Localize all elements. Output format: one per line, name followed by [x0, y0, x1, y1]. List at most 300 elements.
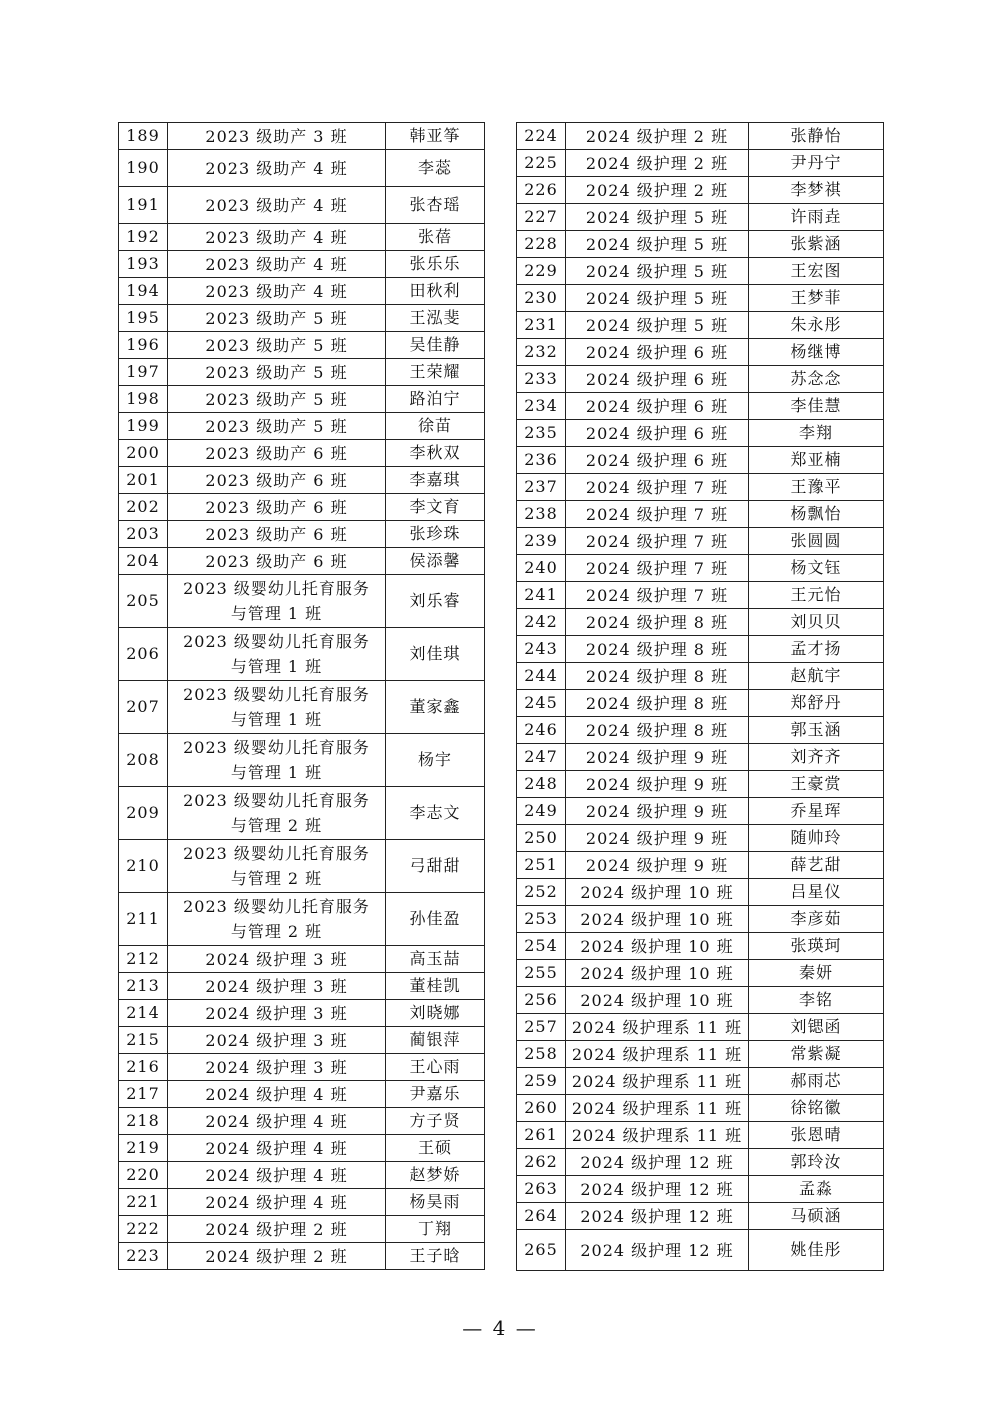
student-name-cell: 董家鑫 [386, 681, 485, 734]
student-name-cell: 张圆圆 [749, 528, 884, 555]
row-number-cell: 194 [119, 278, 168, 305]
table-row [517, 1095, 884, 1122]
student-name-cell: 王豪赏 [749, 771, 884, 798]
student-name-cell: 李彦茹 [749, 906, 884, 933]
student-name-cell: 张恩晴 [749, 1122, 884, 1149]
student-name-cell: 李梦祺 [749, 177, 884, 204]
class-name-cell: 2023 级助产 3 班 [168, 123, 386, 150]
row-number-cell: 221 [119, 1189, 168, 1216]
row-number-cell: 212 [119, 946, 168, 973]
row-number-cell: 193 [119, 251, 168, 278]
table-row [119, 1162, 485, 1189]
row-number-cell: 228 [517, 231, 566, 258]
table-row [517, 1014, 884, 1041]
class-name-cell: 2024 级护理 9 班 [566, 852, 749, 879]
class-name-cell: 2024 级护理 12 班 [566, 1149, 749, 1176]
student-name-cell: 李嘉琪 [386, 467, 485, 494]
class-name-cell: 2024 级护理 9 班 [566, 798, 749, 825]
student-name-cell: 赵梦娇 [386, 1162, 485, 1189]
row-number-cell: 244 [517, 663, 566, 690]
table-row [119, 787, 485, 840]
class-name-cell: 2024 级护理 6 班 [566, 420, 749, 447]
row-number-cell: 258 [517, 1041, 566, 1068]
student-name-cell: 李佳慧 [749, 393, 884, 420]
table-row [517, 663, 884, 690]
student-name-cell: 王硕 [386, 1135, 485, 1162]
row-number-cell: 208 [119, 734, 168, 787]
class-name-cell: 2024 级护理 6 班 [566, 366, 749, 393]
table-row [119, 467, 485, 494]
row-number-cell: 233 [517, 366, 566, 393]
class-name-cell: 2024 级护理 9 班 [566, 744, 749, 771]
table-row [119, 278, 485, 305]
class-name-cell: 2024 级护理 8 班 [566, 663, 749, 690]
table-row [119, 1243, 485, 1270]
student-name-cell: 杨文钰 [749, 555, 884, 582]
student-name-cell: 王子晗 [386, 1243, 485, 1270]
table-row [517, 717, 884, 744]
row-number-cell: 255 [517, 960, 566, 987]
row-number-cell: 195 [119, 305, 168, 332]
class-name-cell: 2023 级婴幼儿托育服务 与管理 1 班 [168, 575, 386, 628]
class-name-cell: 2024 级护理 3 班 [168, 946, 386, 973]
class-name-cell: 2023 级助产 5 班 [168, 413, 386, 440]
class-name-cell: 2024 级护理 7 班 [566, 501, 749, 528]
student-name-cell: 刘锶函 [749, 1014, 884, 1041]
table-row [517, 528, 884, 555]
table-row [517, 501, 884, 528]
student-name-cell: 丁翔 [386, 1216, 485, 1243]
class-name-cell: 2024 级护理系 11 班 [566, 1041, 749, 1068]
class-name-cell: 2024 级护理 4 班 [168, 1108, 386, 1135]
table-row [517, 582, 884, 609]
student-name-cell: 弓甜甜 [386, 840, 485, 893]
table-row [517, 150, 884, 177]
student-name-cell: 杨继博 [749, 339, 884, 366]
student-name-cell: 苏念念 [749, 366, 884, 393]
row-number-cell: 234 [517, 393, 566, 420]
student-name-cell: 杨宇 [386, 734, 485, 787]
row-number-cell: 191 [119, 187, 168, 224]
table-row [119, 840, 485, 893]
student-name-cell: 张杏瑶 [386, 187, 485, 224]
table-row [119, 150, 485, 187]
row-number-cell: 192 [119, 224, 168, 251]
row-number-cell: 204 [119, 548, 168, 575]
table-row [517, 1230, 884, 1271]
table-row [517, 609, 884, 636]
class-name-cell: 2024 级护理 8 班 [566, 717, 749, 744]
student-name-cell: 孙佳盈 [386, 893, 485, 946]
student-name-cell: 李翔 [749, 420, 884, 447]
table-row [119, 946, 485, 973]
row-number-cell: 199 [119, 413, 168, 440]
table-row [119, 413, 485, 440]
left-table-body [119, 123, 485, 1270]
row-number-cell: 261 [517, 1122, 566, 1149]
row-number-cell: 198 [119, 386, 168, 413]
class-name-cell: 2023 级助产 5 班 [168, 359, 386, 386]
row-number-cell: 242 [517, 609, 566, 636]
class-name-cell: 2024 级护理 10 班 [566, 933, 749, 960]
student-name-cell: 李文育 [386, 494, 485, 521]
class-name-cell: 2024 级护理 8 班 [566, 609, 749, 636]
table-row [517, 1203, 884, 1230]
row-number-cell: 247 [517, 744, 566, 771]
class-name-cell: 2024 级护理系 11 班 [566, 1095, 749, 1122]
row-number-cell: 190 [119, 150, 168, 187]
class-name-cell: 2024 级护理 9 班 [566, 825, 749, 852]
class-name-cell: 2023 级婴幼儿托育服务 与管理 2 班 [168, 787, 386, 840]
student-name-cell: 张珍珠 [386, 521, 485, 548]
row-number-cell: 254 [517, 933, 566, 960]
table-row [119, 973, 485, 1000]
class-name-cell: 2023 级助产 4 班 [168, 224, 386, 251]
table-row [119, 386, 485, 413]
table-row [119, 893, 485, 946]
student-name-cell: 尹丹宁 [749, 150, 884, 177]
table-row [517, 1122, 884, 1149]
class-name-cell: 2024 级护理 5 班 [566, 231, 749, 258]
class-name-cell: 2024 级护理 10 班 [566, 960, 749, 987]
student-name-cell: 李秋双 [386, 440, 485, 467]
student-name-cell: 刘佳琪 [386, 628, 485, 681]
table-row [119, 1189, 485, 1216]
row-number-cell: 211 [119, 893, 168, 946]
table-row [517, 393, 884, 420]
table-row [517, 933, 884, 960]
table-row [517, 1149, 884, 1176]
student-name-cell: 张蓓 [386, 224, 485, 251]
table-row [119, 440, 485, 467]
row-number-cell: 227 [517, 204, 566, 231]
class-name-cell: 2024 级护理系 11 班 [566, 1068, 749, 1095]
row-number-cell: 243 [517, 636, 566, 663]
student-name-cell: 王豫平 [749, 474, 884, 501]
table-row [119, 187, 485, 224]
class-name-cell: 2024 级护理 10 班 [566, 906, 749, 933]
table-row [517, 258, 884, 285]
student-name-cell: 李铭 [749, 987, 884, 1014]
table-row [517, 960, 884, 987]
class-name-cell: 2024 级护理 7 班 [566, 582, 749, 609]
row-number-cell: 262 [517, 1149, 566, 1176]
student-name-cell: 杨飘怡 [749, 501, 884, 528]
student-name-cell: 刘晓娜 [386, 1000, 485, 1027]
student-name-cell: 赵航宇 [749, 663, 884, 690]
table-row [119, 1108, 485, 1135]
class-name-cell: 2023 级婴幼儿托育服务 与管理 1 班 [168, 734, 386, 787]
row-number-cell: 259 [517, 1068, 566, 1095]
table-row [517, 1068, 884, 1095]
class-name-cell: 2023 级助产 6 班 [168, 521, 386, 548]
table-row [119, 734, 485, 787]
row-number-cell: 206 [119, 628, 168, 681]
student-name-cell: 许雨垚 [749, 204, 884, 231]
row-number-cell: 236 [517, 447, 566, 474]
table-row [517, 1176, 884, 1203]
student-name-cell: 侯添馨 [386, 548, 485, 575]
row-number-cell: 229 [517, 258, 566, 285]
class-name-cell: 2023 级助产 5 班 [168, 386, 386, 413]
student-name-cell: 薛艺甜 [749, 852, 884, 879]
table-row [517, 906, 884, 933]
student-name-cell: 董桂凯 [386, 973, 485, 1000]
row-number-cell: 231 [517, 312, 566, 339]
class-name-cell: 2023 级助产 4 班 [168, 150, 386, 187]
table-row [517, 474, 884, 501]
row-number-cell: 263 [517, 1176, 566, 1203]
table-row [119, 681, 485, 734]
table-row [517, 177, 884, 204]
student-name-cell: 方子贤 [386, 1108, 485, 1135]
row-number-cell: 200 [119, 440, 168, 467]
table-row [119, 1135, 485, 1162]
student-name-cell: 刘贝贝 [749, 609, 884, 636]
table-row [119, 1000, 485, 1027]
table-row [119, 251, 485, 278]
class-name-cell: 2024 级护理 10 班 [566, 879, 749, 906]
class-name-cell: 2024 级护理 3 班 [168, 1054, 386, 1081]
row-number-cell: 248 [517, 771, 566, 798]
table-row [517, 420, 884, 447]
table-row [517, 852, 884, 879]
page-number: — 4 — [462, 1316, 538, 1340]
student-name-cell: 高玉喆 [386, 946, 485, 973]
table-row [517, 744, 884, 771]
table-row [119, 1081, 485, 1108]
class-name-cell: 2024 级护理 2 班 [168, 1243, 386, 1270]
student-name-cell: 王泓斐 [386, 305, 485, 332]
table-row [119, 1054, 485, 1081]
student-name-cell: 蔺银萍 [386, 1027, 485, 1054]
student-name-cell: 田秋利 [386, 278, 485, 305]
class-name-cell: 2023 级助产 6 班 [168, 440, 386, 467]
row-number-cell: 245 [517, 690, 566, 717]
class-name-cell: 2024 级护理 8 班 [566, 636, 749, 663]
student-name-cell: 孟才扬 [749, 636, 884, 663]
row-number-cell: 213 [119, 973, 168, 1000]
student-name-cell: 马硕涵 [749, 1203, 884, 1230]
class-name-cell: 2024 级护理 12 班 [566, 1176, 749, 1203]
table-row [119, 1216, 485, 1243]
student-name-cell: 徐苗 [386, 413, 485, 440]
table-row [119, 359, 485, 386]
class-name-cell: 2024 级护理 4 班 [168, 1135, 386, 1162]
row-number-cell: 219 [119, 1135, 168, 1162]
class-name-cell: 2024 级护理 2 班 [168, 1216, 386, 1243]
row-number-cell: 202 [119, 494, 168, 521]
class-name-cell: 2024 级护理 2 班 [566, 150, 749, 177]
row-number-cell: 201 [119, 467, 168, 494]
row-number-cell: 235 [517, 420, 566, 447]
row-number-cell: 260 [517, 1095, 566, 1122]
row-number-cell: 240 [517, 555, 566, 582]
row-number-cell: 222 [119, 1216, 168, 1243]
class-name-cell: 2024 级护理 2 班 [566, 123, 749, 150]
table-row [119, 548, 485, 575]
row-number-cell: 197 [119, 359, 168, 386]
student-name-cell: 郑亚楠 [749, 447, 884, 474]
table-row [119, 1027, 485, 1054]
row-number-cell: 225 [517, 150, 566, 177]
class-name-cell: 2024 级护理 5 班 [566, 312, 749, 339]
row-number-cell: 246 [517, 717, 566, 744]
student-name-cell: 王梦菲 [749, 285, 884, 312]
row-number-cell: 250 [517, 825, 566, 852]
table-row [517, 312, 884, 339]
student-name-cell: 张瑛珂 [749, 933, 884, 960]
class-name-cell: 2024 级护理 7 班 [566, 555, 749, 582]
table-row [517, 1041, 884, 1068]
row-number-cell: 232 [517, 339, 566, 366]
student-name-cell: 路泊宁 [386, 386, 485, 413]
class-name-cell: 2024 级护理 6 班 [566, 339, 749, 366]
class-name-cell: 2023 级助产 4 班 [168, 187, 386, 224]
student-name-cell: 李志文 [386, 787, 485, 840]
table-row [517, 339, 884, 366]
row-number-cell: 223 [119, 1243, 168, 1270]
class-name-cell: 2023 级助产 4 班 [168, 278, 386, 305]
student-name-cell: 张紫涵 [749, 231, 884, 258]
row-number-cell: 252 [517, 879, 566, 906]
table-row [119, 224, 485, 251]
student-name-cell: 王心雨 [386, 1054, 485, 1081]
table-row [517, 636, 884, 663]
row-number-cell: 189 [119, 123, 168, 150]
class-name-cell: 2024 级护理系 11 班 [566, 1122, 749, 1149]
class-name-cell: 2023 级助产 5 班 [168, 305, 386, 332]
row-number-cell: 251 [517, 852, 566, 879]
row-number-cell: 218 [119, 1108, 168, 1135]
class-name-cell: 2024 级护理 7 班 [566, 528, 749, 555]
table-row [119, 332, 485, 359]
student-name-cell: 王宏图 [749, 258, 884, 285]
class-name-cell: 2023 级助产 6 班 [168, 548, 386, 575]
student-name-cell: 刘乐睿 [386, 575, 485, 628]
row-number-cell: 205 [119, 575, 168, 628]
student-name-cell: 姚佳彤 [749, 1230, 884, 1271]
row-number-cell: 241 [517, 582, 566, 609]
class-name-cell: 2024 级护理 4 班 [168, 1081, 386, 1108]
student-name-cell: 朱永彤 [749, 312, 884, 339]
student-name-cell: 秦妍 [749, 960, 884, 987]
class-name-cell: 2023 级助产 6 班 [168, 467, 386, 494]
class-name-cell: 2024 级护理 3 班 [168, 1027, 386, 1054]
table-row [119, 575, 485, 628]
student-name-cell: 吕星仪 [749, 879, 884, 906]
student-name-cell: 随帅玲 [749, 825, 884, 852]
class-name-cell: 2024 级护理 5 班 [566, 258, 749, 285]
right-table-body [517, 123, 884, 1271]
table-row [517, 879, 884, 906]
student-name-cell: 王荣耀 [386, 359, 485, 386]
student-name-cell: 李蕊 [386, 150, 485, 187]
student-name-cell: 张静怡 [749, 123, 884, 150]
class-name-cell: 2023 级婴幼儿托育服务 与管理 2 班 [168, 840, 386, 893]
row-number-cell: 239 [517, 528, 566, 555]
table-row [119, 305, 485, 332]
row-number-cell: 249 [517, 798, 566, 825]
student-list-table-right [516, 122, 884, 1271]
class-name-cell: 2024 级护理 7 班 [566, 474, 749, 501]
row-number-cell: 264 [517, 1203, 566, 1230]
class-name-cell: 2024 级护理 5 班 [566, 204, 749, 231]
table-row [517, 798, 884, 825]
class-name-cell: 2024 级护理 12 班 [566, 1230, 749, 1271]
class-name-cell: 2024 级护理 12 班 [566, 1203, 749, 1230]
student-name-cell: 乔星珲 [749, 798, 884, 825]
student-name-cell: 郭玲汝 [749, 1149, 884, 1176]
row-number-cell: 253 [517, 906, 566, 933]
class-name-cell: 2024 级护理 4 班 [168, 1189, 386, 1216]
row-number-cell: 237 [517, 474, 566, 501]
class-name-cell: 2023 级助产 6 班 [168, 494, 386, 521]
class-name-cell: 2024 级护理 5 班 [566, 285, 749, 312]
class-name-cell: 2023 级婴幼儿托育服务 与管理 2 班 [168, 893, 386, 946]
class-name-cell: 2024 级护理系 11 班 [566, 1014, 749, 1041]
student-name-cell: 尹嘉乐 [386, 1081, 485, 1108]
row-number-cell: 217 [119, 1081, 168, 1108]
table-row [517, 987, 884, 1014]
row-number-cell: 210 [119, 840, 168, 893]
table-row [119, 494, 485, 521]
student-name-cell: 吴佳静 [386, 332, 485, 359]
row-number-cell: 203 [119, 521, 168, 548]
row-number-cell: 230 [517, 285, 566, 312]
class-name-cell: 2023 级助产 4 班 [168, 251, 386, 278]
row-number-cell: 256 [517, 987, 566, 1014]
table-row [517, 123, 884, 150]
row-number-cell: 216 [119, 1054, 168, 1081]
row-number-cell: 215 [119, 1027, 168, 1054]
table-row [517, 771, 884, 798]
table-row [517, 690, 884, 717]
row-number-cell: 209 [119, 787, 168, 840]
table-row [517, 447, 884, 474]
class-name-cell: 2023 级婴幼儿托育服务 与管理 1 班 [168, 628, 386, 681]
class-name-cell: 2024 级护理 10 班 [566, 987, 749, 1014]
table-row [517, 231, 884, 258]
student-list-table-left [118, 122, 485, 1270]
row-number-cell: 265 [517, 1230, 566, 1271]
student-name-cell: 郝雨芯 [749, 1068, 884, 1095]
table-row [517, 555, 884, 582]
row-number-cell: 207 [119, 681, 168, 734]
student-name-cell: 郑舒丹 [749, 690, 884, 717]
student-name-cell: 徐铭徽 [749, 1095, 884, 1122]
table-row [517, 825, 884, 852]
class-name-cell: 2024 级护理 9 班 [566, 771, 749, 798]
table-row [517, 285, 884, 312]
table-row [119, 123, 485, 150]
class-name-cell: 2024 级护理 4 班 [168, 1162, 386, 1189]
row-number-cell: 196 [119, 332, 168, 359]
student-name-cell: 韩亚筝 [386, 123, 485, 150]
student-name-cell: 刘齐齐 [749, 744, 884, 771]
student-name-cell: 常紫凝 [749, 1041, 884, 1068]
class-name-cell: 2024 级护理 6 班 [566, 393, 749, 420]
student-name-cell: 张乐乐 [386, 251, 485, 278]
row-number-cell: 220 [119, 1162, 168, 1189]
student-name-cell: 孟淼 [749, 1176, 884, 1203]
row-number-cell: 226 [517, 177, 566, 204]
table-row [119, 521, 485, 548]
class-name-cell: 2023 级婴幼儿托育服务 与管理 1 班 [168, 681, 386, 734]
row-number-cell: 214 [119, 1000, 168, 1027]
row-number-cell: 238 [517, 501, 566, 528]
table-row [119, 628, 485, 681]
